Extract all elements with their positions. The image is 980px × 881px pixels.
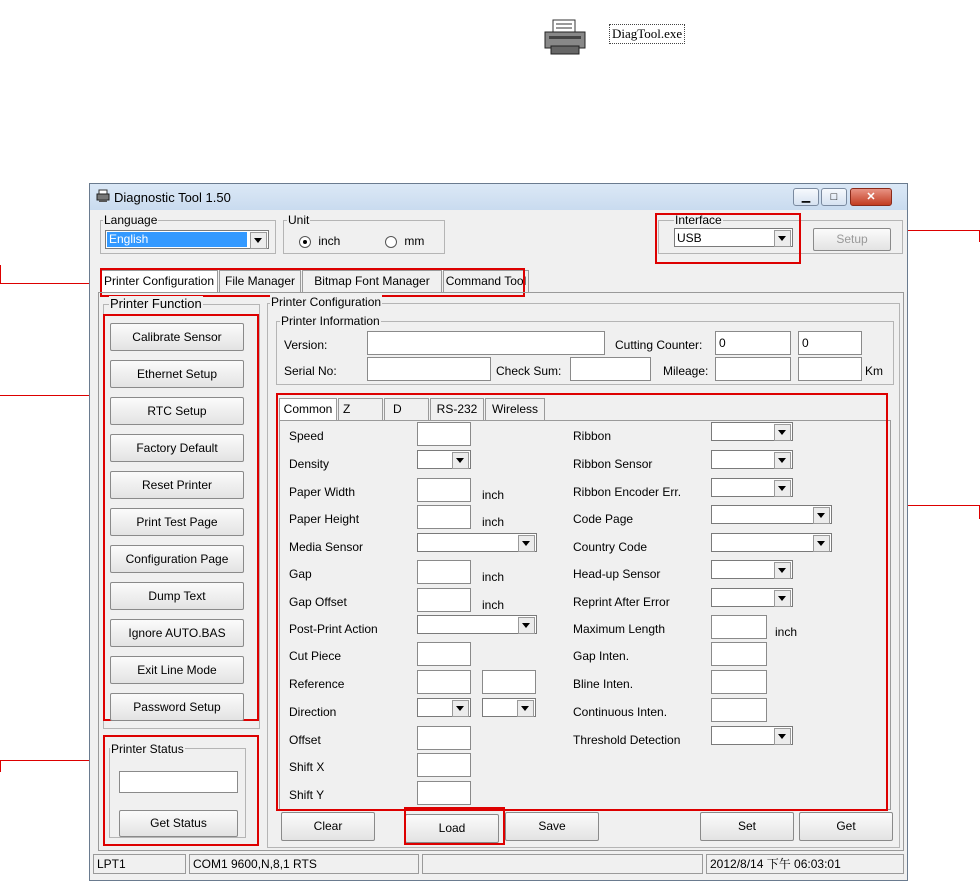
interface-value: USB [677, 231, 702, 245]
left-12-field[interactable] [417, 753, 471, 777]
left-10-b-select[interactable] [482, 698, 536, 717]
language-value: English [107, 232, 247, 247]
unit-inch-label: inch [318, 234, 341, 248]
serial-no-label: Serial No: [284, 364, 337, 378]
printer-icon [96, 189, 110, 203]
left-13-field[interactable] [417, 781, 471, 805]
printer-status-label: Printer Status [111, 742, 184, 756]
config-field-label: Bline Inten. [573, 677, 634, 691]
left-9-b-field[interactable] [482, 670, 536, 694]
chevron-down-icon [813, 535, 830, 552]
set-button[interactable]: Set [700, 812, 794, 841]
desktop-exe-label[interactable]: DiagTool.exe [609, 24, 685, 44]
mileage-field-2 [798, 357, 862, 381]
left-9-field[interactable] [417, 670, 471, 694]
status-port-com: COM1 9600,N,8,1 RTS [189, 854, 419, 874]
left-3-field[interactable] [417, 505, 471, 529]
status-datetime: 2012/8/14 下午 06:03:01 [706, 854, 904, 874]
config-field-label: Offset [289, 733, 321, 747]
right-0-select[interactable] [711, 422, 793, 441]
printer-configuration-label: Printer Configuration [271, 295, 382, 309]
chevron-down-icon [774, 562, 791, 579]
status-port-lpt: LPT1 [93, 854, 186, 874]
printer-function-button[interactable]: Password Setup [110, 693, 244, 721]
printer-function-button[interactable]: RTC Setup [110, 397, 244, 425]
right-9-field[interactable] [711, 670, 767, 694]
chevron-down-icon [774, 590, 791, 607]
config-field-label: Media Sensor [289, 540, 364, 554]
left-5-field[interactable] [417, 560, 471, 584]
printer-icon[interactable] [543, 18, 591, 56]
save-button[interactable]: Save [505, 812, 599, 841]
config-field-label: Reprint After Error [573, 595, 670, 609]
printer-function-button[interactable]: Ethernet Setup [110, 360, 244, 388]
tab-d[interactable]: D [384, 398, 429, 420]
config-field-label: Post-Print Action [289, 622, 378, 636]
config-field-label: Paper Width [289, 485, 356, 499]
maximize-button[interactable]: □ [821, 188, 847, 206]
cutting-counter-field-2: 0 [798, 331, 862, 355]
config-field-label: Threshold Detection [573, 733, 681, 747]
mileage-unit-label: Km [865, 364, 883, 378]
config-field-label: Speed [289, 429, 324, 443]
minimize-button[interactable]: ▁ [793, 188, 819, 206]
chevron-down-icon [774, 424, 791, 441]
printer-function-button[interactable]: Exit Line Mode [110, 656, 244, 684]
chevron-down-icon [518, 535, 535, 552]
language-group-label: Language [104, 213, 158, 227]
right-1-select[interactable] [711, 450, 793, 469]
chevron-down-icon [774, 452, 791, 469]
annotation-line [0, 395, 103, 396]
right-10-field[interactable] [711, 698, 767, 722]
printer-function-button[interactable]: Calibrate Sensor [110, 323, 244, 351]
config-field-label: Gap Offset [289, 595, 347, 609]
language-select[interactable] [105, 230, 269, 249]
chevron-down-icon [774, 480, 791, 497]
mileage-label: Mileage: [663, 364, 709, 378]
unit-mm-radio[interactable] [385, 234, 424, 248]
title-bar[interactable] [90, 184, 907, 210]
right-7-field[interactable] [711, 615, 767, 639]
left-7-select[interactable] [417, 615, 537, 634]
tab-wireless[interactable]: Wireless [485, 398, 545, 420]
config-field-label: Density [289, 457, 330, 471]
mileage-field-1 [715, 357, 791, 381]
config-field-label: Head-up Sensor [573, 567, 661, 581]
annotation-line [0, 283, 101, 284]
status-middle [422, 854, 703, 874]
interface-group-label: Interface [675, 213, 722, 227]
load-button[interactable]: Load [405, 814, 499, 843]
tab-z[interactable]: Z [338, 398, 383, 420]
printer-function-button[interactable]: Dump Text [110, 582, 244, 610]
right-4-select[interactable] [711, 533, 832, 552]
left-10-select[interactable] [417, 698, 471, 717]
right-8-field[interactable] [711, 642, 767, 666]
left-11-field[interactable] [417, 726, 471, 750]
cutting-counter-label: Cutting Counter: [615, 338, 703, 352]
inch-unit-label: inch [482, 515, 505, 529]
chevron-down-icon [452, 452, 469, 469]
status-bar [93, 854, 905, 876]
annotation-line [0, 760, 1, 772]
serial-no-field [367, 357, 491, 381]
inch-unit-label: inch [775, 625, 798, 639]
config-field-label: Gap Inten. [573, 649, 630, 663]
printer-function-label: Printer Function [110, 296, 202, 311]
tab-command-tool[interactable]: Command Tool [443, 270, 529, 292]
chevron-down-icon [813, 507, 830, 524]
printer-information-label: Printer Information [281, 314, 380, 328]
chevron-down-icon [452, 700, 469, 717]
config-field-label: Reference [289, 677, 345, 691]
clear-button[interactable]: Clear [281, 812, 375, 841]
right-3-select[interactable] [711, 505, 832, 524]
tab-common[interactable]: Common [279, 398, 337, 420]
inch-unit-label: inch [482, 598, 505, 612]
tab-printer-configuration[interactable]: Printer Configuration [100, 270, 218, 292]
chevron-down-icon [774, 728, 791, 745]
config-field-label: Continuous Inten. [573, 705, 668, 719]
left-8-field[interactable] [417, 642, 471, 666]
get-status-button[interactable]: Get Status [119, 810, 238, 837]
annotation-line [0, 265, 1, 283]
unit-inch-radio[interactable] [299, 234, 340, 248]
config-field-label: Shift Y [289, 788, 325, 802]
right-5-select[interactable] [711, 560, 793, 579]
right-6-select[interactable] [711, 588, 793, 607]
config-field-label: Ribbon Encoder Err. [573, 485, 682, 499]
config-field-label: Ribbon Sensor [573, 457, 653, 471]
tab-file-manager[interactable]: File Manager [219, 270, 301, 292]
printer-function-button[interactable]: Print Test Page [110, 508, 244, 536]
left-2-field[interactable] [417, 478, 471, 502]
config-field-label: Maximum Length [573, 622, 666, 636]
config-field-label: Shift X [289, 760, 325, 774]
unit-group-label: Unit [288, 213, 310, 227]
left-1-select[interactable] [417, 450, 471, 469]
version-field [367, 331, 605, 355]
left-4-select[interactable] [417, 533, 537, 552]
check-sum-label: Check Sum: [496, 364, 562, 378]
left-6-field[interactable] [417, 588, 471, 612]
radio-selected-icon [299, 236, 311, 248]
radio-empty-icon [385, 236, 397, 248]
left-0-field[interactable] [417, 422, 471, 446]
right-11-select[interactable] [711, 726, 793, 745]
config-field-label: Direction [289, 705, 337, 719]
cutting-counter-field-1: 0 [715, 331, 791, 355]
printer-function-button[interactable]: Ignore AUTO.BAS [110, 619, 244, 647]
load-button-highlight [404, 807, 505, 845]
check-sum-field [570, 357, 651, 381]
chevron-down-icon [518, 617, 535, 634]
version-label: Version: [284, 338, 328, 352]
printer-function-button[interactable]: Reset Printer [110, 471, 244, 499]
unit-mm-label: mm [404, 234, 425, 248]
close-button[interactable]: ✕ [850, 188, 892, 206]
config-field-label: Paper Height [289, 512, 360, 526]
printer-function-button[interactable]: Factory Default [110, 434, 244, 462]
printer-status-field [119, 771, 238, 793]
inch-unit-label: inch [482, 488, 505, 502]
chevron-down-icon [250, 232, 267, 249]
config-field-label: Ribbon [573, 429, 612, 443]
config-field-label: Gap [289, 567, 312, 581]
right-2-select[interactable] [711, 478, 793, 497]
setup-button[interactable]: Setup [813, 228, 891, 251]
diagnostic-tool-window [89, 183, 908, 881]
window-title: Diagnostic Tool 1.50 [114, 190, 231, 205]
config-field-label: Cut Piece [289, 649, 342, 663]
config-field-label: Country Code [573, 540, 648, 554]
inch-unit-label: inch [482, 570, 505, 584]
config-field-label: Code Page [573, 512, 634, 526]
chevron-down-icon [517, 700, 534, 717]
printer-function-button[interactable]: Configuration Page [110, 545, 244, 573]
interface-highlight [655, 213, 801, 264]
tab-bitmap-font-manager[interactable]: Bitmap Font Manager [302, 270, 442, 292]
get-button[interactable]: Get [799, 812, 893, 841]
tab-rs232[interactable]: RS-232 [430, 398, 484, 420]
annotation-line [0, 760, 103, 761]
